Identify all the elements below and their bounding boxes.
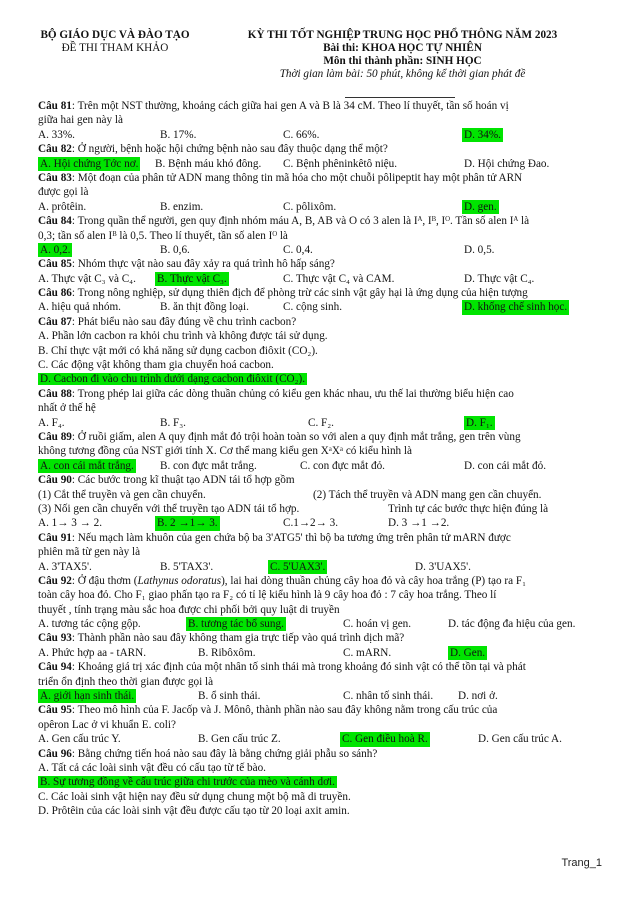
option-b-answer[interactable]: B. Sự tương đồng về cấu trúc giữa chi trước của mèo và cánh dơi.	[40, 776, 335, 789]
option-b[interactable]: B. 17%.	[160, 128, 197, 141]
question-text: : Khoảng giá trị xác định của một nhân tố sinh thái mà trong khoảng đó sinh vật có thể tồn tại và phát	[71, 661, 526, 674]
question-text: : Ở đậu thơm (	[71, 574, 138, 587]
option-a[interactable]: A. Tất cả các loài sinh vật đều có cấu tạo từ tế bào.	[38, 761, 266, 774]
exam-component: Môn thi thành phần: SINH HỌC	[323, 55, 482, 67]
step-2: (2) Tách thể truyền và ADN mang gen cần chuyển.	[313, 488, 542, 501]
question-text: : Các bước trong kĩ thuật tạo ADN tái tổ hợp gồm	[71, 474, 295, 487]
option-a[interactable]: A. prôtêin.	[38, 200, 87, 213]
question-text: phiên mã từ gen này là	[38, 546, 141, 559]
option-c[interactable]: C. Bệnh phêninkêtô niệu.	[283, 157, 398, 170]
option-c[interactable]: C. Các động vật không tham gia chuyển hoá cacbon.	[38, 359, 274, 372]
exam-subject: Bài thi: KHOA HỌC TỰ NHIÊN	[323, 42, 482, 54]
option-c[interactable]: C. Thực vật C₄ và CAM.	[283, 272, 395, 285]
option-a-answer[interactable]: A. con cái mắt trắng.	[40, 459, 134, 472]
option-d[interactable]: D. Thực vật C₄.	[464, 272, 535, 285]
header-divider	[345, 97, 455, 98]
options-84	[38, 243, 613, 257]
option-c[interactable]: C.1→2→ 3.	[283, 517, 339, 530]
option-d[interactable]: D. con cái mắt đỏ.	[464, 459, 547, 472]
step-3: (3) Nối gen cần chuyển với thể truyền tạo ADN tái tổ hợp.	[38, 502, 300, 515]
question-text: : Thành phần nào sau đây không tham gia trực tiếp vào quá trình dịch mã?	[71, 632, 405, 645]
option-d[interactable]: D. Prôtêin của các loài sinh vật đều được cấu tạo từ 20 loại axit amin.	[38, 805, 350, 818]
options-88	[38, 416, 613, 430]
option-b-answer[interactable]: B. 2 →1→ 3.	[157, 517, 218, 530]
option-d-answer[interactable]: D. khống chế sinh học.	[464, 301, 568, 314]
exam-title: KỲ THI TỐT NGHIỆP TRUNG HỌC PHỔ THÔNG NĂM 2023	[247, 29, 558, 41]
question-text: ), lai hai dòng thuần chủng cây hoa đỏ và cây hoa trắng (P) tạo ra F₁	[221, 574, 527, 587]
options-85	[38, 272, 613, 286]
option-a[interactable]: A. Gen cấu trúc Y.	[38, 733, 121, 746]
question-number: Câu 92	[38, 574, 72, 587]
option-c[interactable]: C. 66%.	[283, 128, 320, 141]
options-90	[38, 516, 613, 530]
question-number: Câu 81	[38, 100, 72, 112]
option-a[interactable]: A. 1→ 3 → 2.	[38, 517, 103, 530]
option-d-answer[interactable]: D. F₁.	[466, 416, 493, 429]
question-text: thuyết , tính trạng màu sắc hoa được chi phối bởi quy luật di truyền	[38, 603, 340, 616]
option-a[interactable]: A. Thực vật C₃ và C₄.	[38, 272, 136, 285]
question-text: nhất ở thế hệ	[38, 402, 96, 415]
option-d[interactable]: D. tác động đa hiệu của gen.	[448, 618, 576, 631]
question-number: Câu 96	[38, 747, 72, 760]
exam-time: Thời gian làm bài: 50 phút, không kể thời gian phát đề	[279, 68, 526, 80]
option-a-answer[interactable]: A. 0,2.	[40, 243, 71, 256]
options-81	[38, 128, 613, 142]
options-94	[38, 689, 613, 703]
question-number: Câu 94	[38, 661, 72, 674]
option-b[interactable]: B. ăn thịt đồng loại.	[160, 301, 249, 314]
ministry-name: BỘ GIÁO DỤC VÀ ĐÀO TẠO	[40, 29, 190, 41]
question-number: Câu 85	[38, 258, 72, 271]
question-text: : Ở người, bệnh hoặc hội chứng bệnh nào sau đây thuộc dạng thể một?	[71, 143, 388, 156]
question-text: giữa hai gen này là	[38, 114, 123, 127]
option-b[interactable]: B. Ribôxôm.	[198, 646, 256, 659]
option-b-answer[interactable]: B. tương tác bổ sung.	[188, 618, 284, 631]
question-number: Câu 93	[38, 632, 72, 645]
option-d[interactable]: D. 0,5.	[464, 243, 495, 256]
option-a[interactable]: A. tương tác cộng gộp.	[38, 618, 141, 631]
options-83	[38, 200, 613, 214]
option-b[interactable]: B. 5'TAX3'.	[160, 560, 214, 573]
question-number: Câu 82	[38, 143, 72, 156]
question-list	[38, 99, 613, 819]
options-92	[38, 617, 613, 631]
option-c[interactable]: C. mARN.	[343, 646, 392, 659]
question-number: Câu 90	[38, 474, 72, 487]
question-text: : Nhóm thực vật nào sau đây xảy ra quá trình hô hấp sáng?	[71, 258, 335, 271]
option-a-answer[interactable]: A. Hội chứng Tớc nơ.	[40, 157, 139, 170]
option-c[interactable]: C. 0,4.	[283, 243, 313, 256]
options-95	[38, 732, 613, 746]
options-82	[38, 157, 613, 171]
option-d[interactable]: D. nơi ở.	[458, 690, 498, 703]
option-c[interactable]: C. F₂.	[308, 416, 334, 429]
option-b-answer[interactable]: B. Thực vật C₃.	[157, 272, 227, 285]
question-number: Câu 91	[38, 531, 72, 544]
option-a-answer[interactable]: A. giới hạn sinh thái.	[40, 690, 135, 703]
option-b[interactable]: B. Chỉ thực vật mới có khả năng sử dụng cacbon điôxit (CO₂).	[38, 344, 318, 357]
option-b[interactable]: B. enzim.	[160, 200, 204, 213]
question-number: Câu 88	[38, 387, 72, 400]
question-text: : Phát biểu nào sau đây đúng về chu trình cacbon?	[71, 315, 297, 328]
option-c[interactable]: C. Các loài sinh vật hiện nay đều sử dụng chung một bộ mã di truyền.	[38, 790, 351, 803]
option-d[interactable]: D. Hội chứng Đao.	[464, 157, 550, 170]
page-number: Trang_1	[561, 857, 602, 869]
options-91	[38, 560, 613, 574]
exam-type: ĐỀ THI THAM KHẢO	[61, 42, 169, 54]
question-text: : Trong phép lai giữa các dòng thuần chủng có kiểu gen khác nhau, ưu thế lai thường biểu hiện cao	[71, 387, 514, 400]
question-text: được gọi là	[38, 186, 89, 199]
question-text: : Ở ruồi giấm, alen A quy định mắt đỏ trội hoàn toàn so với alen a quy định mắt trắng, gen trên vùng	[71, 430, 521, 443]
option-c[interactable]: C. con đực mắt đỏ.	[300, 459, 385, 472]
option-b[interactable]: B. Gen cấu trúc Z.	[198, 733, 281, 746]
options-93	[38, 646, 613, 660]
question-text: toàn cây hoa đỏ. Cho F₁ giao phấn tạo ra F₂ có tỉ lệ kiểu hình là 9 cây hoa đỏ : 7 cây hoa trắng. Theo lí	[38, 589, 497, 602]
option-c[interactable]: C. nhân tố sinh thái.	[343, 690, 434, 703]
question-number: Câu 83	[38, 171, 72, 184]
option-a[interactable]: A. Phần lớn cacbon ra khỏi chu trình và không được tái sử dụng.	[38, 330, 328, 343]
option-a[interactable]: A. 33%.	[38, 128, 75, 141]
option-d[interactable]: D. 3'UAX5'.	[415, 560, 471, 573]
option-d-answer[interactable]: D. 34%.	[464, 128, 501, 141]
question-text: triển ổn định theo thời gian được gọi là	[38, 675, 214, 688]
question-text: : Một đoạn của phân tử ADN mang thông tin mã hóa cho một chuỗi pôlipeptit hay một phân tử ARN	[71, 171, 523, 184]
option-a[interactable]: A. Phức hợp aa - tARN.	[38, 646, 146, 659]
question-number: Câu 87	[38, 315, 72, 328]
options-89	[38, 459, 613, 473]
question-text: 0,3; tần số alen Iᴮ là 0,5. Theo lí thuyết, tần số alen Iᴼ là	[38, 229, 288, 242]
option-a[interactable]: A. 3'TAX5'.	[38, 560, 92, 573]
option-a[interactable]: A. F₄.	[38, 416, 65, 429]
option-a[interactable]: A. hiệu quả nhóm.	[38, 301, 121, 314]
options-86	[38, 300, 613, 314]
option-d-answer[interactable]: D. Cacbon đi vào chu trình dưới dạng cacbon điôxit (CO₂).	[40, 373, 306, 386]
option-d[interactable]: D. 3 →1 →2.	[388, 517, 450, 530]
option-d[interactable]: D. Gen cấu trúc A.	[478, 733, 562, 746]
option-d-answer[interactable]: D. gen.	[464, 200, 497, 213]
question-text: opêron Lac ở vi khuẩn E. coli?	[38, 718, 176, 731]
option-c-answer[interactable]: C. 5'UAX3'.	[270, 560, 326, 573]
question-text: : Trong nông nghiệp, sử dụng thiên địch để phòng trừ các sinh vật gây hại là ứng dụng của hiện tượng	[71, 287, 528, 300]
option-b[interactable]: B. F₃.	[160, 416, 186, 429]
species-name: Lathynus odoratus	[137, 574, 222, 587]
option-c[interactable]: C. pôlixôm.	[283, 200, 337, 213]
question-text: không tương đồng của NST giới tính X. Cơ thể mang kiểu gen XᵃXᵃ có kiểu hình là	[38, 445, 413, 458]
option-b[interactable]: B. con đực mắt trắng.	[160, 459, 257, 472]
question-number: Câu 95	[38, 704, 72, 717]
question-text: : Trên một NST thường, khoảng cách giữa hai gen A và B là 34 cM. Theo lí thuyết, tần số hoán vị	[71, 100, 509, 112]
question-number: Câu 86	[38, 287, 72, 300]
option-c[interactable]: C. hoán vị gen.	[343, 618, 412, 631]
option-b[interactable]: B. Bệnh máu khó đông.	[155, 157, 262, 170]
option-c[interactable]: C. cộng sinh.	[283, 301, 343, 314]
question-prompt: Trình tự các bước thực hiện đúng là	[388, 502, 549, 515]
option-c-answer[interactable]: C. Gen điều hoà R.	[342, 733, 428, 746]
step-1: (1) Cắt thể truyền và gen cần chuyển.	[38, 488, 206, 501]
question-number: Câu 84	[38, 215, 72, 228]
question-text: : Nếu mạch làm khuôn của gen chứa bộ ba 3'ATG5' thì bộ ba tương ứng trên phân tử mARN được	[71, 531, 511, 544]
question-text: : Bằng chứng tiến hoá nào sau đây là bằng chứng giải phẫu so sánh?	[71, 747, 378, 760]
option-b[interactable]: B. ổ sinh thái.	[198, 690, 261, 703]
option-b[interactable]: B. 0,6.	[160, 243, 190, 256]
question-number: Câu 89	[38, 430, 72, 443]
question-81	[38, 99, 613, 113]
question-text: : Theo mô hình của F. Jacốp và J. Mônô, thành phần nào sau đây không nằm trong cấu trúc của	[71, 704, 498, 717]
option-d-answer[interactable]: D. Gen.	[450, 646, 486, 659]
question-text: : Trong quần thể người, gen quy định nhóm máu A, B, AB và O có 3 alen là Iᴬ, Iᴮ, Iᴼ. Tần số alen Iᴬ là	[71, 215, 530, 228]
